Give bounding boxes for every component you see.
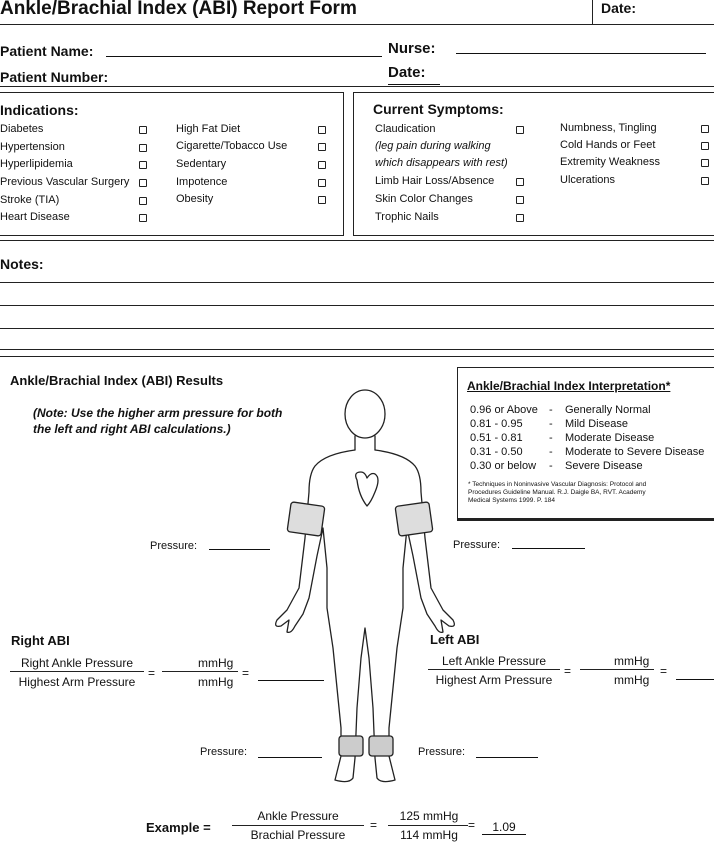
results-note-line1: (Note: Use the higher arm pressure for both: [33, 406, 283, 420]
symptom-claudication: Claudication: [375, 123, 436, 135]
left-abi-unit-top: mmHg: [614, 654, 650, 668]
left-abi-fraction-bar: [428, 669, 560, 670]
indication-stroke: Stroke (TIA): [0, 194, 60, 206]
right-abi-heading: Right ABI: [11, 633, 70, 648]
header-date-label: Date:: [601, 0, 637, 16]
symptom-extremity-weakness: Extremity Weakness: [560, 156, 661, 168]
indication-previous-vascular-surgery: Previous Vascular Surgery: [0, 176, 130, 188]
head-outline: [345, 390, 385, 438]
checkbox-impotence[interactable]: [318, 179, 326, 187]
left-ankle-pressure-field[interactable]: [476, 757, 538, 758]
checkbox-numbness[interactable]: [701, 125, 709, 133]
results-heading: Ankle/Brachial Index (ABI) Results: [10, 373, 224, 388]
left-ankle-cuff: [369, 736, 393, 756]
symptom-ulcerations: Ulcerations: [560, 174, 616, 186]
right-abi-denominator: Highest Arm Pressure: [18, 675, 136, 689]
left-abi-result-field[interactable]: [676, 679, 714, 680]
indication-high-fat-diet: High Fat Diet: [176, 123, 241, 135]
notes-label: Notes:: [0, 256, 44, 272]
checkbox-extremity-weakness[interactable]: [701, 159, 709, 167]
interp-meaning-5: Severe Disease: [565, 460, 643, 472]
example-fraction-bar: [232, 825, 364, 826]
checkbox-sedentary[interactable]: [318, 161, 326, 169]
header-divider: [592, 0, 593, 24]
patient-name-field[interactable]: [106, 56, 382, 57]
left-abi-equals-1: =: [564, 664, 572, 678]
checkbox-obesity[interactable]: [318, 196, 326, 204]
notes-line-2[interactable]: [0, 305, 714, 306]
left-arm-cuff: [395, 502, 433, 536]
notes-top-rule: [0, 240, 714, 241]
checkbox-tobacco-use[interactable]: [318, 143, 326, 151]
example-label: Example =: [146, 820, 211, 835]
checkbox-heart-disease[interactable]: [139, 214, 147, 222]
right-abi-numerator: Right Ankle Pressure: [20, 656, 134, 670]
interp-dash-4: -: [549, 446, 553, 458]
example-result: 1.09: [482, 820, 526, 835]
interp-dash-2: -: [549, 418, 553, 430]
interp-dash-5: -: [549, 460, 553, 472]
interp-dash-1: -: [549, 404, 553, 416]
notes-bottom-rule: [0, 349, 714, 350]
claudication-note-line2: which disappears with rest): [375, 157, 508, 169]
checkbox-hypertension[interactable]: [139, 144, 147, 152]
checkbox-claudication[interactable]: [516, 126, 524, 134]
torso-outline: [276, 450, 455, 782]
right-arm-cuff: [287, 502, 325, 536]
interp-range-3: 0.51 - 0.81: [470, 432, 523, 444]
checkbox-trophic-nails[interactable]: [516, 214, 524, 222]
patient-name-label: Patient Name:: [0, 43, 94, 59]
example-value-bar: [388, 825, 468, 826]
patient-number-label: Patient Number:: [0, 69, 109, 85]
left-abi-equals-2: =: [660, 664, 668, 678]
interp-meaning-3: Moderate Disease: [565, 432, 655, 444]
header-rule: [0, 24, 714, 25]
example-equals-1: =: [370, 818, 378, 832]
nurse-field[interactable]: [456, 53, 706, 54]
right-arm-pressure-label: Pressure:: [150, 540, 198, 552]
checkbox-skin-color-changes[interactable]: [516, 196, 524, 204]
interp-range-1: 0.96 or Above: [470, 404, 538, 416]
example-denominator: Brachial Pressure: [250, 828, 346, 842]
indication-diabetes: Diabetes: [0, 123, 44, 135]
interp-footnote-2: Procedures Guideline Manual. R.J. Daigle BA, RVT. Academy: [468, 489, 646, 496]
symptom-trophic-nails: Trophic Nails: [375, 211, 439, 223]
heart-outline: [356, 472, 378, 506]
left-abi-unit-bar: [580, 669, 654, 670]
indication-hyperlipidemia: Hyperlipidemia: [0, 158, 73, 170]
checkbox-diabetes[interactable]: [139, 126, 147, 134]
indication-heart-disease: Heart Disease: [0, 211, 70, 223]
interp-footnote-3: Medical Systems 1999. P. 184: [468, 497, 555, 504]
right-abi-unit-bottom: mmHg: [198, 675, 234, 689]
indication-obesity: Obesity: [176, 193, 214, 205]
indication-sedentary: Sedentary: [176, 158, 227, 170]
right-abi-result-field[interactable]: [258, 680, 324, 681]
patient-rule: [0, 86, 714, 87]
right-abi-unit-bar: [162, 671, 238, 672]
patient-date-label: Date:: [388, 64, 426, 81]
checkbox-cold-hands-feet[interactable]: [701, 142, 709, 150]
nurse-label: Nurse:: [388, 40, 436, 57]
example-num-value: 125 mmHg: [399, 809, 459, 823]
right-arm-pressure-field[interactable]: [209, 549, 270, 550]
checkbox-high-fat-diet[interactable]: [318, 126, 326, 134]
patient-date-field[interactable]: [388, 84, 440, 85]
left-abi-numerator: Left Ankle Pressure: [441, 654, 547, 668]
right-abi-equals-2: =: [242, 666, 250, 680]
indication-tobacco-use: Cigarette/Tobacco Use: [176, 140, 288, 152]
symptom-limb-hair-loss: Limb Hair Loss/Absence: [375, 175, 495, 187]
interp-meaning-4: Moderate to Severe Disease: [565, 446, 705, 458]
symptom-cold-hands-feet: Cold Hands or Feet: [560, 139, 656, 151]
body-figure: [265, 388, 465, 796]
checkbox-previous-vascular-surgery[interactable]: [139, 179, 147, 187]
checkbox-ulcerations[interactable]: [701, 177, 709, 185]
results-top-rule: [0, 356, 714, 357]
interp-footnote-1: * Techniques in Noninvasive Vascular Diagnosis: Protocol and: [468, 481, 647, 488]
form-title: Ankle/Brachial Index (ABI) Report Form: [0, 0, 357, 19]
symptoms-heading: Current Symptoms:: [373, 101, 504, 117]
interpretation-heading: Ankle/Brachial Index Interpretation*: [467, 379, 671, 393]
interp-meaning-2: Mild Disease: [565, 418, 628, 430]
checkbox-limb-hair-loss[interactable]: [516, 178, 524, 186]
notes-line-3[interactable]: [0, 328, 714, 329]
symptom-numbness: Numbness, Tingling: [560, 122, 657, 134]
checkbox-hyperlipidemia[interactable]: [139, 161, 147, 169]
indication-impotence: Impotence: [176, 176, 228, 188]
indications-heading: Indications:: [0, 102, 79, 118]
interp-dash-3: -: [549, 432, 553, 444]
left-abi-unit-bottom: mmHg: [614, 673, 650, 687]
right-ankle-cuff: [339, 736, 363, 756]
right-ankle-pressure-field[interactable]: [258, 757, 322, 758]
interp-range-2: 0.81 - 0.95: [470, 418, 523, 430]
claudication-note-line1: (leg pain during walking: [375, 140, 491, 152]
right-abi-unit-top: mmHg: [198, 656, 234, 670]
symptom-skin-color-changes: Skin Color Changes: [375, 193, 473, 205]
left-arm-pressure-label: Pressure:: [453, 539, 501, 551]
left-abi-denominator: Highest Arm Pressure: [435, 673, 553, 687]
checkbox-stroke[interactable]: [139, 197, 147, 205]
example-equals-2: =: [468, 818, 476, 832]
right-abi-equals-1: =: [148, 666, 156, 680]
left-abi-heading: Left ABI: [430, 632, 480, 647]
example-den-value: 114 mmHg: [400, 828, 458, 842]
interp-meaning-1: Generally Normal: [565, 404, 651, 416]
interp-range-5: 0.30 or below: [470, 460, 537, 472]
left-ankle-pressure-label: Pressure:: [418, 746, 466, 758]
indication-hypertension: Hypertension: [0, 141, 65, 153]
example-numerator: Ankle Pressure: [257, 809, 339, 823]
results-note-line2: the left and right ABI calculations.): [33, 422, 231, 436]
right-abi-fraction-bar: [10, 671, 144, 672]
notes-line-1[interactable]: [0, 282, 714, 283]
interp-range-4: 0.31 - 0.50: [470, 446, 523, 458]
right-ankle-pressure-label: Pressure:: [200, 746, 248, 758]
left-arm-pressure-field[interactable]: [512, 548, 585, 549]
